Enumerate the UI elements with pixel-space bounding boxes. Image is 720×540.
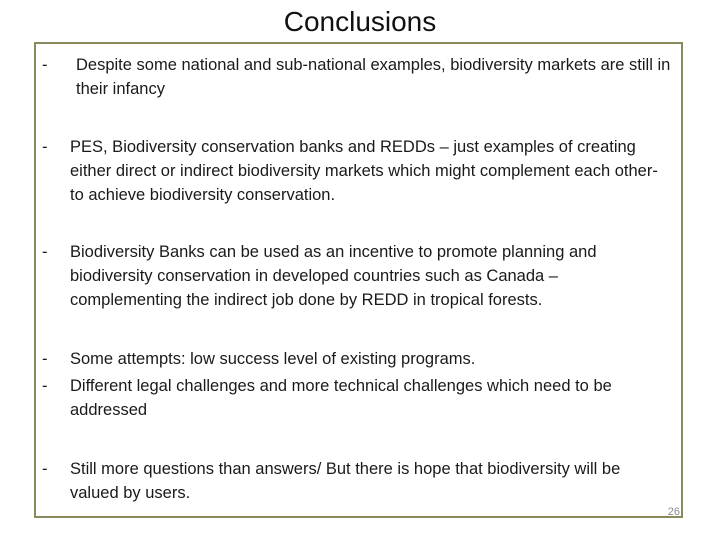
- bullet-text: Still more questions than answers/ But there is hope that biodiversity will be valued by users.: [70, 460, 621, 502]
- bullet-text: Despite some national and sub-national examples, biodiversity markets are still in their infancy: [76, 56, 671, 98]
- bullet-text: Biodiversity Banks can be used as an incentive to promote planning and biodiversity conservation in developed countries such as Canada – complementing the indirect job done by REDD in tropical forests.: [70, 243, 597, 309]
- slide-title: Conclusions: [283, 6, 437, 37]
- bullet-text: Some attempts: low success level of existing programs.: [70, 350, 476, 368]
- bullet-text: Different legal challenges and more technical challenges which need to be addressed: [70, 377, 612, 419]
- bullet-marker: -: [42, 377, 48, 395]
- bullet-marker: -: [42, 138, 48, 156]
- page-number: 26: [667, 506, 680, 518]
- bullet-marker: -: [42, 243, 48, 261]
- bullet-marker: -: [42, 56, 48, 74]
- content-frame: [34, 42, 683, 518]
- bullet-marker: -: [42, 460, 48, 478]
- bullet-text: PES, Biodiversity conservation banks and REDDs – just examples of creating either direct or indirect biodiversity markets which might complement each other- to achieve biodiversity conservation.: [70, 138, 658, 204]
- bullet-marker: -: [42, 350, 48, 368]
